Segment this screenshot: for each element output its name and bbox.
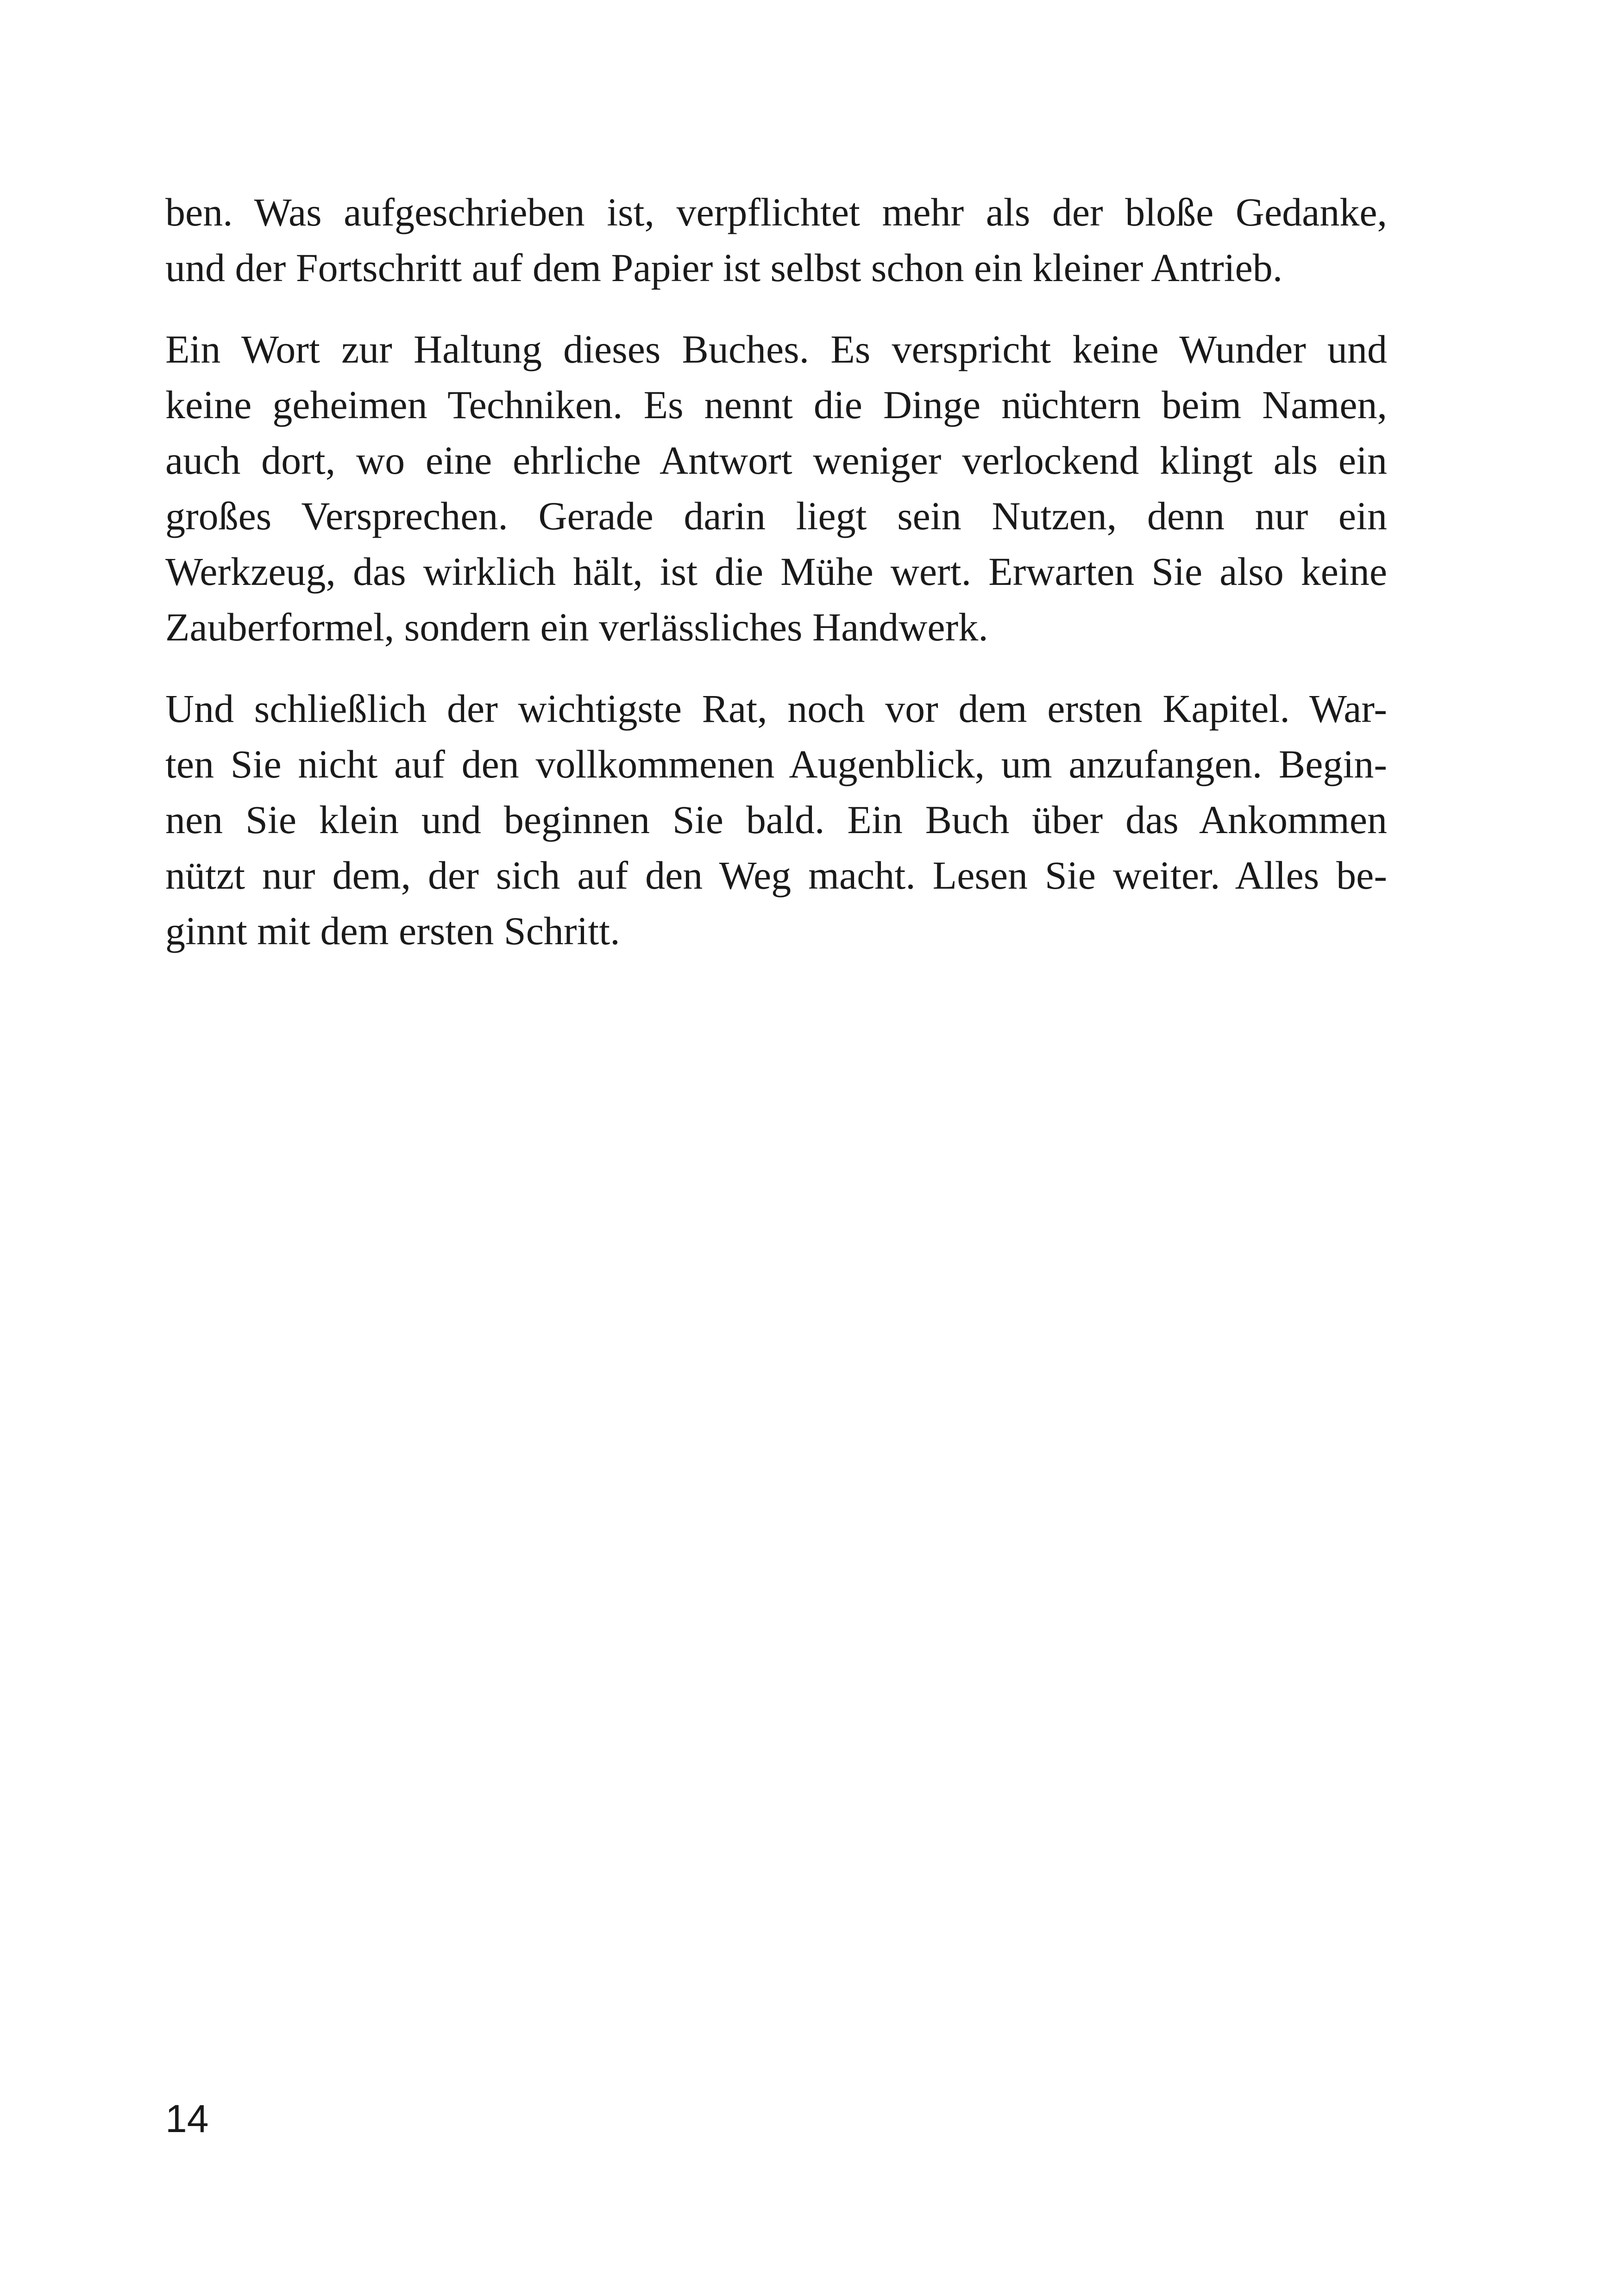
- text-line: nen Sie klein und beginnen Sie bald. Ein Buch über das Ankommen: [165, 797, 1387, 842]
- text-line: Und schließlich der wichtigste Rat, noch vor dem ersten Kapitel. War-: [165, 686, 1387, 731]
- text-line: ben. Was aufgeschrieben ist, verpflichtet mehr als der bloße Gedanke,: [165, 190, 1387, 234]
- text-line: ginnt mit dem ersten Schritt.: [165, 909, 620, 953]
- text-line: Zauberformel, sondern ein verlässliches Handwerk.: [165, 605, 988, 649]
- paragraph-1: [165, 184, 1387, 295]
- paragraph-2: [165, 321, 1387, 655]
- text-line: Werkzeug, das wirklich hält, ist die Mühe wert. Erwarten Sie also keine: [165, 549, 1387, 594]
- body-text: [165, 184, 1387, 985]
- text-line: großes Versprechen. Gerade darin liegt sein Nutzen, denn nur ein: [165, 494, 1387, 538]
- paragraph-3: [165, 681, 1387, 959]
- text-line: und der Fortschritt auf dem Papier ist selbst schon ein kleiner Antrieb.: [165, 245, 1283, 290]
- text-line: Ein Wort zur Haltung dieses Buches. Es verspricht keine Wunder und: [165, 327, 1387, 371]
- text-line: auch dort, wo eine ehrliche Antwort weniger verlockend klingt als ein: [165, 438, 1387, 483]
- text-line: ten Sie nicht auf den vollkommenen Augenblick, um anzufangen. Begin-: [165, 742, 1387, 786]
- text-line: nützt nur dem, der sich auf den Weg macht. Lesen Sie weiter. Alles be-: [165, 853, 1387, 897]
- page-number: 14: [165, 2097, 209, 2140]
- text-line: keine geheimen Techniken. Es nennt die Dinge nüchtern beim Namen,: [165, 383, 1387, 427]
